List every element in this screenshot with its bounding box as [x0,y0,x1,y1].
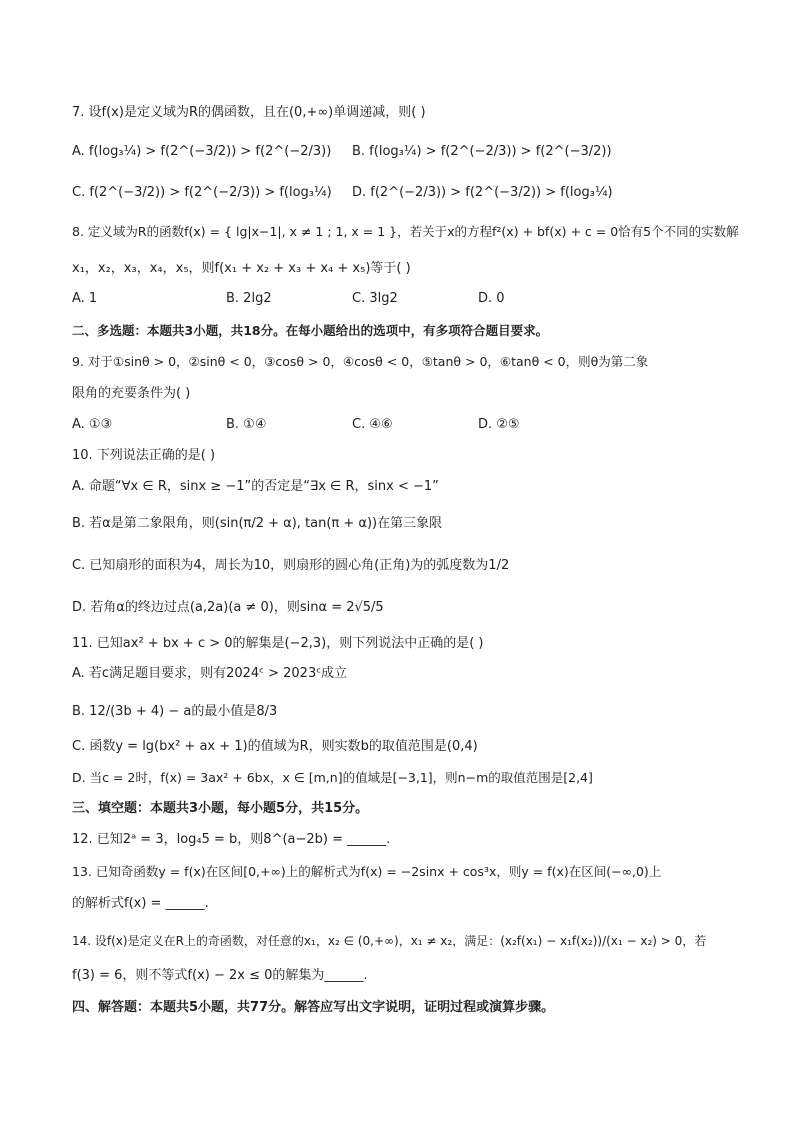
q7-option-c: C. f(2^(−3/2)) > f(2^(−2/3)) > f(log₃¼) [72,185,332,200]
section-multiple-choice: 二、多选题：本题共3小题，共18分。在每小题给出的选项中，有多项符合题目要求。 [72,323,549,338]
q11-option-b: B. 12/(3b + 4) − a的最小值是8/3 [72,704,278,719]
q8-stem-line1: 8. 定义域为R的函数f(x) = { lg|x−1|, x ≠ 1 ; 1, x = 1 }，若关于x的方程f²(x) + bf(x) + c = 0恰有5个不同的实数解 [72,224,739,239]
q8-option-b: B. 2lg2 [226,291,272,306]
q8-option-a: A. 1 [72,291,98,306]
q10-option-d: D. 若角α的终边过点(a,2a)(a ≠ 0)，则sinα = 2√5/5 [72,600,384,615]
q10-option-c: C. 已知扇形的面积为4，周长为10，则扇形的圆心角(正角)为的弧度数为1/2 [72,558,510,573]
q11-stem: 11. 已知ax² + bx + c > 0的解集是(−2,3)，则下列说法中正确的是( ) [72,636,484,651]
q12-stem: 12. 已知2ᵃ = 3，log₄5 = b，则8^(a−2b) = ______. [72,832,391,847]
q8-option-d: D. 0 [478,291,505,306]
q14-stem-line2: f(3) = 6，则不等式f(x) − 2x ≤ 0的解集为______. [72,968,368,983]
q7-option-a: A. f(log₃¼) > f(2^(−3/2)) > f(2^(−2/3)) [72,144,332,159]
q9-option-c: C. ④⑥ [352,417,393,432]
q7-stem: 7. 设f(x)是定义域为R的偶函数，且在(0,+∞)单调递减，则( ) [72,105,426,120]
q10-stem: 10. 下列说法正确的是( ) [72,448,216,463]
q7-option-b: B. f(log₃¼) > f(2^(−2/3)) > f(2^(−3/2)) [352,144,612,159]
q11-option-a: A. 若c满足题目要求，则有2024ᶜ > 2023ᶜ成立 [72,666,348,681]
q9-option-a: A. ①③ [72,417,113,432]
q11-option-d: D. 当c = 2时，f(x) = 3ax² + 6bx，x ∈ [m,n]的值域是[−3,1]，则n−m的取值范围是[2,4] [72,770,593,785]
q8-stem-line2: x₁，x₂，x₃，x₄，x₅，则f(x₁ + x₂ + x₃ + x₄ + x₅)等于( ) [72,261,411,276]
q10-option-b: B. 若α是第二象限角，则(sin(π/2 + α), tan(π + α))在第三象限 [72,516,443,531]
q13-stem-line1: 13. 已知奇函数y = f(x)在区间[0,+∞)上的解析式为f(x) = −2sinx + cos³x，则y = f(x)在区间(−∞,0)上 [72,864,662,879]
q14-stem-line1: 14. 设f(x)是定义在R上的奇函数，对任意的x₁，x₂ ∈ (0,+∞)，x₁ ≠ x₂，满足：(x₂f(x₁) − x₁f(x₂))/(x₁ − x₂) > 0，若 [72,934,707,948]
q13-stem-line2: 的解析式f(x) = ______. [72,896,209,911]
q10-option-a: A. 命题“∀x ∈ R，sinx ≥ −1”的否定是“∃x ∈ R，sinx < −1” [72,479,439,494]
section-problem-solving: 四、解答题：本题共5小题，共77分。解答应写出文字说明，证明过程或演算步骤。 [72,1000,555,1015]
q11-option-c: C. 函数y = lg(bx² + ax + 1)的值域为R，则实数b的取值范围是(0,4) [72,739,478,754]
q9-option-b: B. ①④ [226,417,267,432]
q9-option-d: D. ②⑤ [478,417,520,432]
q9-stem-line1: 9. 对于①sinθ > 0，②sinθ < 0，③cosθ > 0，④cosθ < 0，⑤tanθ > 0，⑥tanθ < 0，则θ为第二象 [72,354,649,369]
q8-option-c: C. 3lg2 [352,291,398,306]
q9-stem-line2: 限角的充要条件为( ) [72,386,191,401]
section-fill-in: 三、填空题：本题共3小题，每小题5分，共15分。 [72,801,369,816]
q7-option-d: D. f(2^(−2/3)) > f(2^(−3/2)) > f(log₃¼) [352,185,613,200]
